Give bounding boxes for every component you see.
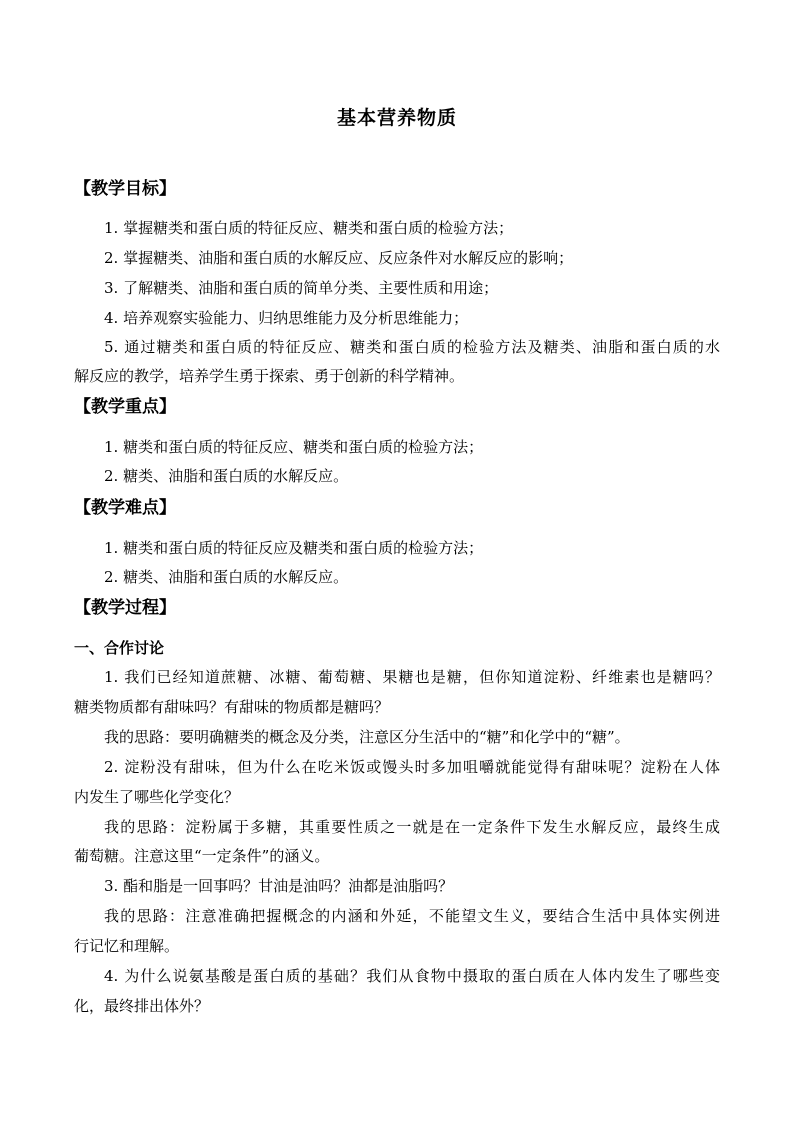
difficulty-item: 1. 糖类和蛋白质的特征反应及糖类和蛋白质的检验方法；: [104, 539, 484, 557]
goal-item: 1. 掌握糖类和蛋白质的特征反应、糖类和蛋白质的检验方法；: [104, 219, 514, 237]
process-subheading: 一、合作讨论: [74, 639, 165, 657]
document-title: 基本营养物质: [336, 107, 457, 129]
process-line: 糖类物质都有甜味吗？有甜味的物质都是糖吗？: [74, 698, 390, 716]
process-line: 2. 淀粉没有甜味，但为什么在吃米饭或馒头时多加咀嚼就能觉得有甜味呢？淀粉在人体: [104, 758, 720, 776]
goal-item-continuation: 解反应的教学，培养学生勇于探索、勇于创新的科学精神。: [74, 367, 465, 385]
process-line: 我的思路：要明确糖类的概念及分类，注意区分生活中的“糖”和化学中的“糖”。: [104, 728, 630, 746]
process-line: 行记忆和理解。: [74, 937, 180, 955]
goal-item: 2. 掌握糖类、油脂和蛋白质的水解反应、反应条件对水解反应的影响；: [104, 249, 574, 267]
section-heading-goals: 【教学目标】: [74, 179, 176, 199]
key-point-item: 2. 糖类、油脂和蛋白质的水解反应。: [104, 467, 349, 485]
process-line: 3. 酯和脂是一回事吗？甘油是油吗？油都是油脂吗？: [104, 877, 454, 895]
goal-item: 4. 培养观察实验能力、归纳思维能力及分析思维能力；: [104, 309, 469, 327]
section-heading-key-points: 【教学重点】: [74, 397, 176, 417]
key-point-item: 1. 糖类和蛋白质的特征反应、糖类和蛋白质的检验方法；: [104, 438, 484, 456]
section-heading-difficulties: 【教学难点】: [74, 498, 176, 518]
section-heading-process: 【教学过程】: [74, 598, 176, 618]
goal-item: 3. 了解糖类、油脂和蛋白质的简单分类、主要性质和用途；: [104, 279, 499, 297]
process-line: 化，最终排出体外？: [74, 997, 210, 1015]
process-line: 我的思路：淀粉属于多糖，其重要性质之一就是在一定条件下发生水解反应，最终生成: [104, 818, 720, 836]
process-line: 1. 我们已经知道蔗糖、冰糖、葡萄糖、果糖也是糖，但你知道淀粉、纤维素也是糖吗？: [104, 668, 720, 686]
process-line: 葡萄糖。注意这里“一定条件”的涵义。: [74, 847, 330, 865]
difficulty-item: 2. 糖类、油脂和蛋白质的水解反应。: [104, 568, 349, 586]
process-line: 我的思路：注意准确把握概念的内涵和外延，不能望文生义，要结合生活中具体实例进: [104, 907, 720, 925]
process-line: 4. 为什么说氨基酸是蛋白质的基础？我们从食物中摄取的蛋白质在人体内发生了哪些变: [104, 967, 720, 985]
process-line: 内发生了哪些化学变化？: [74, 788, 240, 806]
goal-item: 5. 通过糖类和蛋白质的特征反应、糖类和蛋白质的检验方法及糖类、油脂和蛋白质的水: [104, 338, 720, 356]
